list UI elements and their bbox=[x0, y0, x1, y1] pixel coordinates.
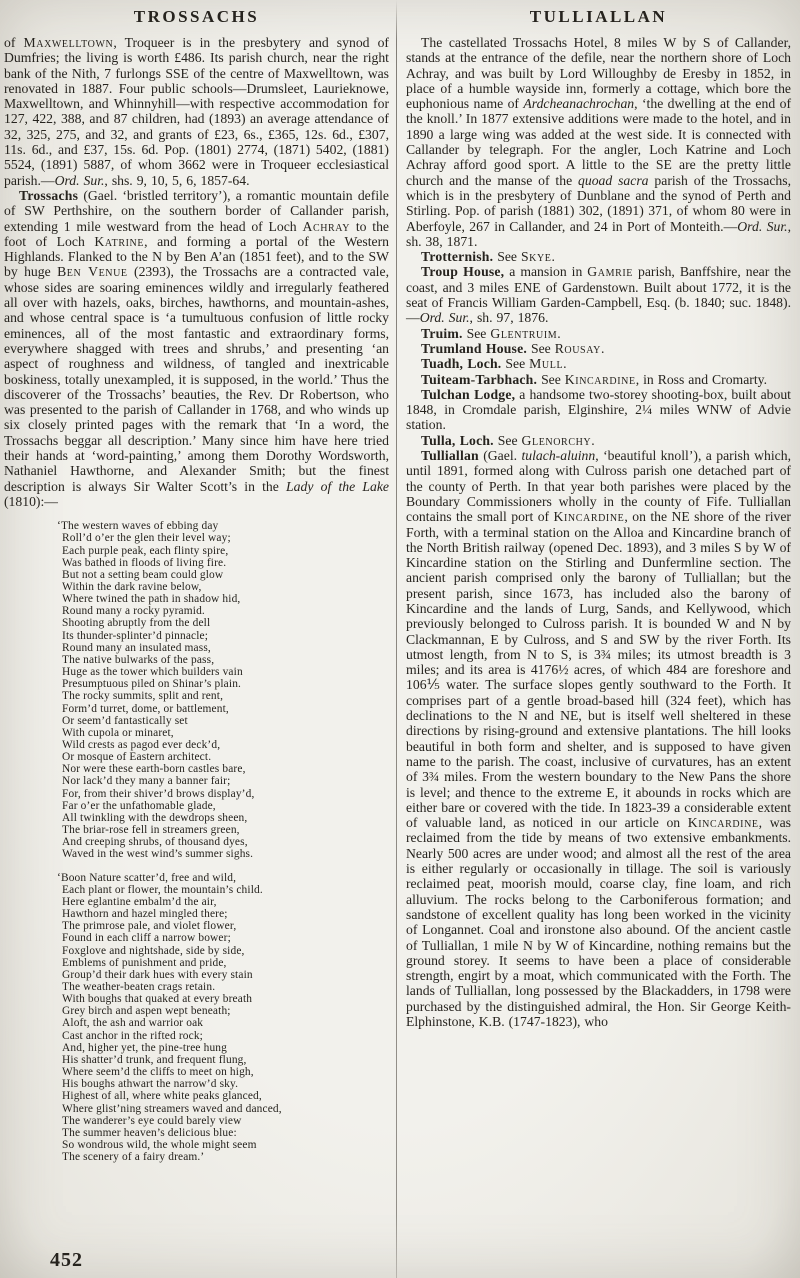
text-segment: Troup House, bbox=[421, 264, 505, 280]
text-segment: Gamrie bbox=[587, 264, 634, 280]
text-segment: , in Ross and Cromarty. bbox=[635, 371, 768, 387]
text-segment: , on the NE shore of the river Forth, with a terminal station on the Alloa and Kincardine branch of the North British railway (opened Dec. 1893), and 3 miles S by W of Kincardine station on the Stirling and Dunfermline section. The ancient parish comprised only the barony of Tulliallan; but the present parish, since 1673, has included also the barony of Kincardine and the lands of Lurg, Sands, and Kellywood, which previously belonged to Culross parish. It is bounded W and N by Clackmannan, E by Culross, and S and SW by the river Forth. Its utmost length, from N to S, is 3¾ miles; its utmost breadth is 3 miles; and its area is 4176½ acres, of which 484 are foreshore and 106⅕ water. The surface slopes gently southward to the Forth. It comprises part of a gentle broad-based hill (324 feet), which has declinations to the N and NE, but is itself well sheltered in these directions by rising-ground and extensive plantations. The hill looks beautiful in both form and shelter, and is supposed to have given name to the parish. The coast, inclusive of curvatures, has an extent of 3¾ miles. From the western boundary to the New Pans the shore is level; and thence to the extreme E, it abounds in rocks which are either bare or covered with the tide. In 1823-39 a considerable extent of valuable land, as noticed in our article on bbox=[406, 509, 791, 831]
text-segment: Ardcheanachrochan bbox=[523, 96, 635, 112]
text-segment: . bbox=[600, 340, 605, 356]
text-segment: See bbox=[501, 356, 530, 372]
poem-line: Group’d their dark hues with every stain bbox=[62, 968, 253, 981]
paragraph bbox=[406, 341, 791, 356]
poem-line: Where twined the path in shadow hid, bbox=[62, 593, 241, 606]
text-segment: tulach-aluinn bbox=[521, 448, 596, 464]
poem-line: The native bulwarks of the pass, bbox=[62, 653, 215, 666]
poem-line: ‘The western waves of ebbing day bbox=[57, 520, 219, 533]
paragraph bbox=[4, 35, 389, 188]
paragraph bbox=[406, 35, 791, 249]
poem-line: The briar-rose fell in streamers green, bbox=[62, 824, 240, 837]
poem-line: Round many an insulated mass, bbox=[62, 641, 211, 654]
text-segment: Tulla, Loch. bbox=[421, 432, 494, 448]
poem-line: Round many a rocky pyramid. bbox=[62, 605, 205, 618]
text-segment: Mull bbox=[529, 356, 564, 372]
paragraph bbox=[406, 372, 791, 387]
text-segment: (Gael. ‘bristled territory’), a romantic mountain defile of SW Perthshire, on the southern border of Callander parish, extending 1 mile westward from the head of Loch bbox=[4, 187, 389, 234]
poem-line: Shooting abruptly from the dell bbox=[62, 617, 211, 630]
text-segment: See bbox=[526, 340, 555, 356]
text-segment: (Gael. bbox=[478, 448, 522, 464]
paragraph bbox=[406, 264, 791, 325]
poem-line: Nor lack’d they many a banner fair; bbox=[62, 775, 231, 788]
poem-line: Or seem’d fantastically set bbox=[62, 714, 188, 727]
paragraph bbox=[406, 448, 791, 1029]
text-segment: Kincardine bbox=[553, 509, 625, 525]
text-segment: Ord. Sur. bbox=[54, 172, 105, 188]
text-segment: , sh. 38, 1871. bbox=[406, 218, 791, 249]
text-segment: See bbox=[462, 325, 491, 341]
text-segment: . bbox=[563, 356, 567, 372]
text-segment: Skye bbox=[520, 249, 552, 265]
poem-line: The wanderer’s eye could barely view bbox=[62, 1114, 242, 1127]
poem-line: Each plant or flower, the mountain’s child. bbox=[62, 883, 263, 896]
poem-line: With boughs that quaked at every breath bbox=[62, 993, 253, 1006]
poem-line: But not a setting beam could glow bbox=[62, 568, 224, 581]
text-segment: Kincardine bbox=[687, 815, 759, 831]
poem-line: Here eglantine embalm’d the air, bbox=[62, 895, 217, 908]
text-segment: Trumland House. bbox=[421, 340, 527, 356]
poem-line: With cupola or minaret, bbox=[62, 726, 174, 739]
text-segment: . bbox=[591, 432, 595, 448]
poem-line: Huge as the tower which builders vain bbox=[62, 666, 243, 679]
poem-line: The weather-beaten crags retain. bbox=[62, 980, 216, 993]
text-segment: Trossachs bbox=[19, 187, 79, 203]
text-segment: quoad sacra bbox=[578, 172, 649, 188]
text-segment: Ord. Sur. bbox=[419, 310, 470, 326]
poem-line: Highest of all, where white peaks glanced, bbox=[62, 1090, 262, 1103]
poem-line: Where seem’d the cliffs to meet on high, bbox=[62, 1066, 254, 1079]
poem-line: Within the dark ravine below, bbox=[62, 580, 202, 593]
text-segment: Truim. bbox=[421, 325, 463, 341]
text-segment: , ‘the dwelling at the end of the knoll.’ In 1877 extensive additions were made to the hotel, and in 1890 a large wing was added at the west side. It is connected with Callander by telegraph. For the angler, Loch Katrine and Loch Achray afford good sport. A little to the SE are the pretty little church and the manse of the bbox=[406, 96, 791, 188]
text-segment: Trotternish. bbox=[421, 249, 494, 265]
text-segment: (2393), the Trossachs are a contracted vale, whose sides are soaring eminences wildly and irregularly feathered all over with hazels, oaks, birches, hawthorns, and mountain-ashes, and whose central space is ‘a tumultuous confusion of little rocky eminences, all of the most fantastic and extraordinary forms, everywhere shagged with trees and shrubs,’ and presenting ‘an aspect of roughness and wildness, of tangled and inextricable boskiness, totally unexampled, it is supposed, in the world.’ Thus the discoverer of the Trossachs’ beauties, the Rev. Dr Robertson, who was presented to the parish of Callander in 1768, and who winds up six closely printed pages with the remark that ‘In a word, the Trossachs beggar all description.’ Many since him have here tried their hands at ‘word-painting,’ among them Dorothy Wordsworth, Nathaniel Hawthorne, and Alexander Smith; but the finest description is always Sir Walter Scott’s in the bbox=[4, 264, 389, 494]
page-number: 452 bbox=[50, 1249, 83, 1271]
poem-line: Wild crests as pagod ever deck’d, bbox=[62, 739, 221, 752]
poem-line: Found in each cliff a narrow bower; bbox=[62, 932, 231, 945]
poem-line: Presumptuous piled on Shinar’s plain. bbox=[62, 678, 242, 691]
text-segment: Ord. Sur. bbox=[737, 218, 788, 234]
paragraph bbox=[406, 433, 791, 448]
text-segment: Glentruim bbox=[490, 325, 558, 341]
poem-line: All twinkling with the dewdrops sheen, bbox=[62, 811, 248, 824]
text-segment: , ‘beautiful knoll’), a parish which, until 1891, formed along with Culross parish one detached part of the county of Perth. In that year both parishes were placed by the Boundary Commissioners wholly in the county of Fife. Tulliallan contains the small port of bbox=[406, 448, 791, 525]
poem-line: Was bathed in floods of living fire. bbox=[62, 556, 227, 569]
left-column-text bbox=[4, 35, 389, 509]
text-segment: (1810):— bbox=[4, 493, 58, 509]
poem-line: ‘Boon Nature scatter’d, free and wild, bbox=[57, 871, 237, 884]
text-segment: . bbox=[551, 249, 555, 265]
text-segment: , Troqueer is in the presbytery and synod of Dumfries; the living is worth £486. Its parish church, near the right bank of the Nith, 7 furlongs SSE of the centre of Maxwelltown, was renovated in 1887. Four public schools—Drumsleet, Laurieknowe, Maxwelltown, and Whinnyhill—with respective accommodation for 127, 422, 388, and 87 children, had (1893) an average attendance of 32, 325, 275, and 32, and grants of £23, 6s., £365, 12s. 6d., £307, 11s. 6d., and £37, 15s. 6d. Pop. (1801) 2774, (1871) 5402, (1881) 5524, (1891) 5887, of whom 3662 were in Troqueer ecclesiastical parish.— bbox=[4, 35, 389, 188]
poem-stanza-1 bbox=[57, 520, 389, 861]
right-column-text bbox=[406, 35, 791, 1029]
poem-line: The rocky summits, split and rent, bbox=[62, 690, 224, 703]
paragraph bbox=[406, 326, 791, 341]
text-segment: Maxwelltown bbox=[23, 35, 114, 50]
text-segment: The castellated Trossachs Hotel, 8 miles W by S of Callander, stands at the entrance of the defile, near the northern shore of Loch Achray, and was built by Lord Willoughby de Eresby in 1852, in place of a humble wayside inn, formerly a cottage, which bore the euphonious name of bbox=[406, 35, 791, 112]
poem-line: Each purple peak, each flinty spire, bbox=[62, 544, 229, 557]
text-segment: . bbox=[557, 325, 561, 341]
poem-line: The primrose pale, and violet flower, bbox=[62, 920, 237, 933]
poem-line: The summer heaven’s delicious blue: bbox=[62, 1126, 237, 1139]
poem-line: Form’d turret, dome, or battlement, bbox=[62, 702, 229, 715]
poem-line: Nor were these earth-born castles bare, bbox=[62, 763, 246, 776]
poem-line: Foxglove and nightshade, side by side, bbox=[62, 944, 245, 957]
text-segment: Katrine bbox=[94, 233, 145, 249]
text-segment: Achray bbox=[302, 218, 351, 234]
poem-line: Roll’d o’er the glen their level way; bbox=[62, 532, 231, 545]
paragraph bbox=[406, 387, 791, 433]
poem-line: Aloft, the ash and warrior oak bbox=[62, 1017, 204, 1030]
poem-line: His boughs athwart the narrow’d sky. bbox=[62, 1078, 239, 1091]
text-segment: a mansion in bbox=[504, 264, 588, 280]
poem-stanza-2 bbox=[57, 871, 389, 1164]
poem-line: Its thunder-splinter’d pinnacle; bbox=[62, 629, 209, 642]
poem-line: Cast anchor in the rifted rock; bbox=[62, 1029, 203, 1042]
text-segment: , and forming a portal of the Western Highlands. Flanked to the N by Ben A’an (1851 feet), and to the SW by huge bbox=[4, 233, 390, 280]
text-segment: Lady of the Lake bbox=[286, 478, 389, 494]
poem-line: Emblems of punishment and pride, bbox=[62, 956, 227, 969]
text-segment: a handsome two-storey shooting-box, built about 1848, in Cromdale parish, Elginshire, 2¼ miles WNW of Advie station. bbox=[406, 386, 791, 433]
text-segment: Glenorchy bbox=[521, 432, 592, 448]
poem-line: Far o’er the unfathomable glade, bbox=[62, 799, 216, 812]
poem-line: Grey birch and aspen wept beneath; bbox=[62, 1005, 231, 1018]
text-segment: Ben Venue bbox=[57, 264, 128, 280]
poem-line: Where glist’ning streamers waved and danced, bbox=[62, 1102, 282, 1115]
paragraph bbox=[4, 188, 389, 509]
text-segment: Tuadh, Loch. bbox=[421, 356, 502, 372]
poem-line: The scenery of a fairy dream.’ bbox=[62, 1151, 205, 1164]
text-segment: See bbox=[493, 432, 522, 448]
poem-line: For, from their shiver’d brows display’d, bbox=[62, 787, 255, 800]
right-column bbox=[397, 0, 800, 1278]
poem-line: Waved in the west wind’s summer sighs. bbox=[62, 848, 254, 861]
paragraph bbox=[406, 249, 791, 264]
poem-line: And creeping shrubs, of thousand dyes, bbox=[62, 836, 248, 849]
text-segment: Tuiteam-Tarbhach. bbox=[421, 371, 538, 387]
poem-line: So wondrous wild, the whole might seem bbox=[62, 1139, 257, 1152]
text-segment: See bbox=[493, 249, 521, 265]
poem-line: Hawthorn and hazel mingled there; bbox=[62, 908, 228, 921]
text-segment: to the foot of Loch bbox=[4, 218, 389, 249]
text-segment: parish, Banffshire, near the coast, and 3 miles ENE of Gardenstown. Built about 1772, it is the seat of Francis William Garden-Campbell, Esq. (b. 1840; suc. 1848).— bbox=[406, 264, 791, 326]
poem-line: His shatter’d trunk, and frequent flung, bbox=[62, 1053, 247, 1066]
running-head-right: TULLIALLAN bbox=[529, 7, 668, 26]
text-segment: Kincardine bbox=[564, 371, 636, 387]
text-segment: Rousay bbox=[554, 340, 601, 356]
text-segment: Tulliallan bbox=[421, 448, 479, 464]
paragraph bbox=[406, 356, 791, 371]
poem-line: Or mosque of Eastern architect. bbox=[62, 751, 212, 764]
text-segment: , was reclaimed from the tide by means of two extensive embankments. Nearly 500 acres are under wood; and almost all the rest of the area is either regularly or occasionally in tillage. The soil is variously reclaimed peat, moorish mould, coarse clay, fine loam, and rich alluvium. The rocks belong to the Carboniferous formation; and sandstone of excellent quality has long been worked in the vicinity of Longannet. Coal and ironstone also abound. Of the ancient castle of Tulliallan, 1 mile N by W of Kincardine, nothing remains but the ground storey. It seems to have been a place of considerable strength, engirt by a moat, which communicated with the Forth. The lands of Tulliallan, long possessed by the Blackadders, in 1798 were purchased by the distinguished admiral, the Hon. Sir George Keith-Elphinstone, K.B. (1747-1823), who bbox=[406, 815, 791, 1029]
text-segment: Tulchan Lodge, bbox=[421, 386, 516, 402]
text-segment: , shs. 9, 10, 5, 6, 1857-64. bbox=[104, 172, 250, 188]
text-segment: of bbox=[4, 35, 24, 50]
text-segment: See bbox=[537, 371, 565, 387]
poem-line: And, higher yet, the pine-tree hung bbox=[62, 1041, 227, 1054]
text-segment: parish of the Trossachs, which is in the presbytery of Dunblane and the synod of Perth and Stirling. Pop. of parish (1881) 302, (1891) 371, of whom 80 were in Aberfoyle, 267 in Callander, and 24 in Port of Monteith.— bbox=[406, 172, 791, 234]
running-head-left: TROSSACHS bbox=[133, 7, 260, 26]
text-segment: , sh. 97, 1876. bbox=[469, 310, 549, 326]
left-column bbox=[0, 0, 396, 1278]
